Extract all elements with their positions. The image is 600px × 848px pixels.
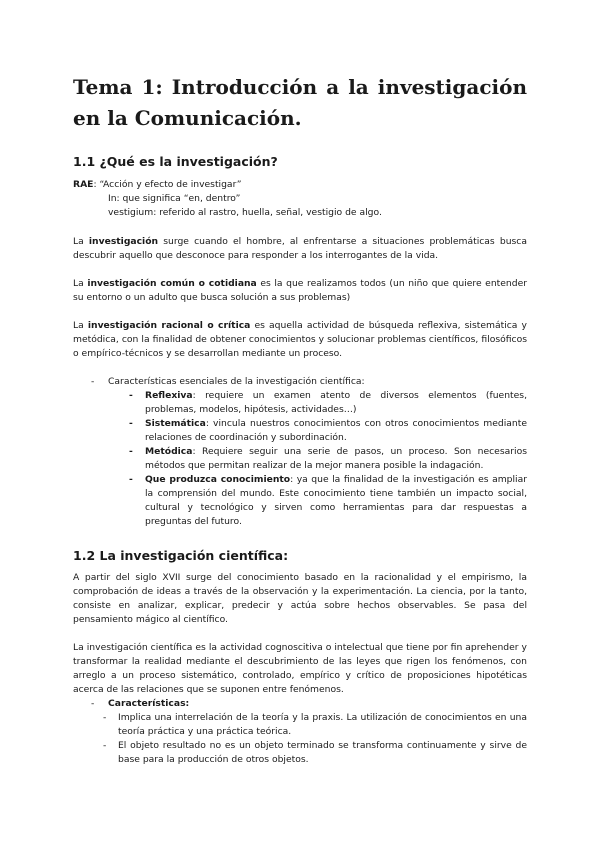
p2-text-c: es la que realizamos todos (un niño que quiere entender su entorno o un adulto que busca solución a sus problemas) bbox=[73, 278, 528, 303]
paragraph-investigacion-comun bbox=[73, 277, 527, 305]
bullet-marker: - bbox=[129, 446, 133, 457]
rae-def-text: : “Acción y efecto de investigar” bbox=[93, 179, 242, 190]
p2-text-a: La bbox=[73, 278, 88, 289]
item-label: Reflexiva bbox=[145, 390, 193, 401]
section-1-1-heading: 1.1 ¿Qué es la investigación? bbox=[73, 154, 278, 169]
item-label: Que produzca conocimiento bbox=[145, 474, 291, 485]
bullet-marker: - bbox=[129, 418, 133, 429]
p2-term: investigación común o cotidiana bbox=[87, 278, 257, 289]
paragraph-investigacion-cientifica: La investigación científica es la actividad cognoscitiva o intelectual que tiene por fin aprehender y transformar la realidad mediante el descubrimiento de las leyes que rigen los fenómenos, con arreglo a un proceso sistemático, controlado, empírico y crítico de proposiciones hipotéticas acerca de las relaciones que se suponen entre fenómenos. bbox=[73, 642, 527, 695]
p3-text-c: es aquella actividad de búsqueda reflexiva, sistemática y metódica, con la finalidad de obtener conocimientos y solucionar problemas científicos, filosóficos o empírico-técnicos y se desarrollan mediante un proceso. bbox=[73, 320, 527, 359]
p1-text-a: La bbox=[73, 236, 89, 247]
list-dash-marker: - bbox=[103, 740, 107, 751]
p1-term: investigación bbox=[88, 236, 159, 247]
rae-vestigium-line: vestigium: referido al rastro, huella, señal, vestigio de algo. bbox=[108, 207, 382, 218]
characteristics-label: Características: bbox=[108, 698, 190, 709]
paragraph-investigacion bbox=[73, 235, 527, 263]
list-item-metodica bbox=[145, 445, 527, 473]
paragraph-investigacion-racional bbox=[73, 319, 527, 361]
item-text: : vincula nuestros conocimientos con otros conocimientos mediante relaciones de coordinación y subordinación. bbox=[145, 418, 527, 443]
item-label: Sistemática bbox=[145, 418, 206, 429]
rae-definition bbox=[73, 178, 242, 192]
list-item-teoria-praxis: Implica una interrelación de la teoría y la praxis. La utilización de conocimientos en una teoría práctica y una práctica teórica. bbox=[118, 712, 527, 737]
p1-text-c: surge cuando el hombre, al enfrentarse a situaciones problemáticas busca descubrir aquello que desconoce para responder a los interrogantes de la vida. bbox=[73, 236, 527, 261]
item-text: : Requiere seguir una serie de pasos, un proceso. Son necesarios métodos que permitan realizar de la mejor manera posible la indagación. bbox=[145, 446, 527, 471]
list-item-objeto-resultado: El objeto resultado no es un objeto terminado se transforma continuamente y sirve de base para la producción de otros objetos. bbox=[118, 740, 527, 765]
item-text: : requiere un examen atento de diversos elementos (fuentes, problemas, modelos, hipótesis, actividades…) bbox=[145, 390, 527, 415]
bullet-marker: - bbox=[129, 390, 133, 401]
p3-text-a: La bbox=[73, 320, 88, 331]
p3-term: investigación racional o crítica bbox=[87, 320, 251, 331]
bullet-marker: - bbox=[129, 474, 133, 485]
document-title: Tema 1: Introducción a la investigación en la Comunicación. bbox=[73, 75, 527, 130]
item-label: Metódica bbox=[145, 446, 193, 457]
list-dash-marker: - bbox=[91, 376, 95, 387]
rae-label: RAE bbox=[73, 179, 94, 190]
list-item-reflexiva bbox=[145, 389, 527, 417]
list-dash-marker: - bbox=[103, 712, 107, 723]
list-item-conocimiento bbox=[145, 473, 527, 529]
list-intro: Características esenciales de la investigación científica: bbox=[108, 376, 365, 387]
section-1-2-heading: 1.2 La investigación científica: bbox=[73, 548, 289, 563]
item-text: : ya que la finalidad de la investigación es ampliar la comprensión del mundo. Este conocimiento tiene también un impacto social, cultural y tecnológico y sirven como herramientas para dar respuestas a preguntas del futuro. bbox=[145, 474, 527, 527]
paragraph-siglo-xvii: A partir del siglo XVII surge del conocimiento basado en la racionalidad y el empirismo, la comprobación de ideas a través de la observación y la experimentación. La ciencia, por la tanto, consiste en analizar, explicar, predecir y actúa sobre hechos observables. Se pasa del pensamiento mágico al científico. bbox=[73, 572, 527, 625]
list-dash-marker: - bbox=[91, 698, 95, 709]
list-item-sistematica bbox=[145, 417, 527, 445]
rae-in-line: In: que significa “en, dentro” bbox=[108, 193, 241, 204]
